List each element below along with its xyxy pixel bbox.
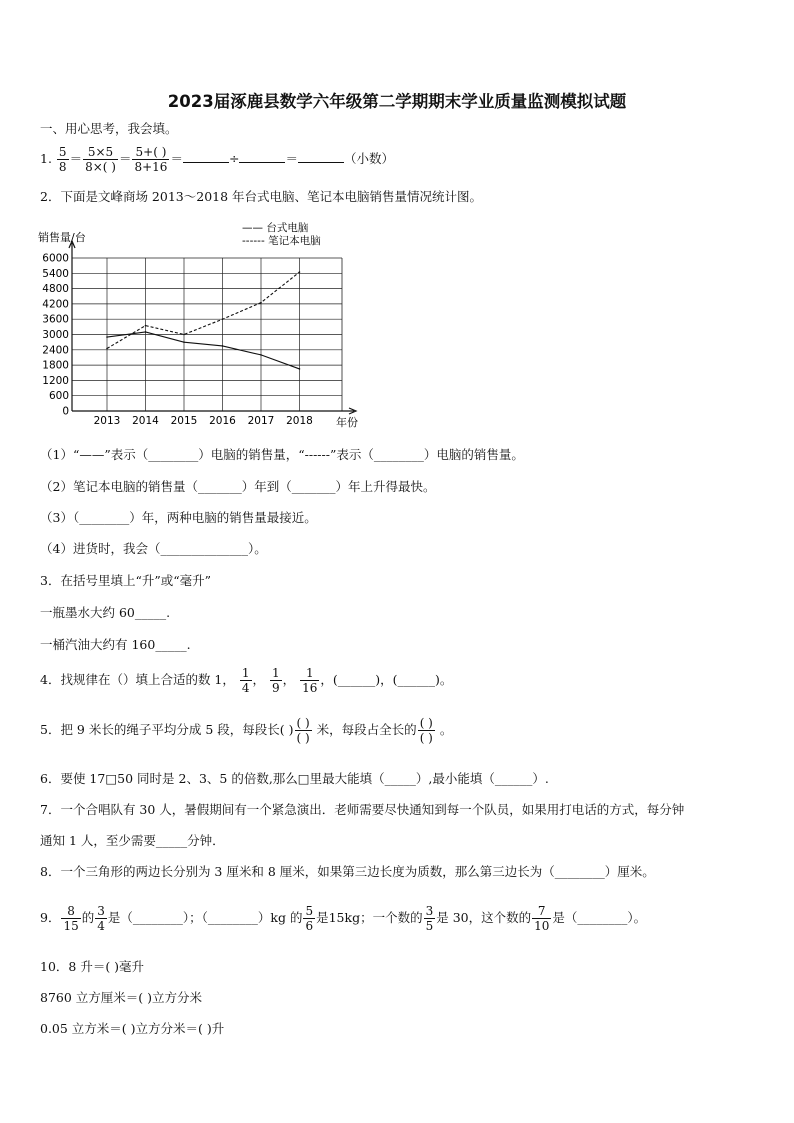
y-tick-label: 5400 xyxy=(42,267,69,280)
fraction: $\frac{5\times 5}{8\times( )}$ xyxy=(85,145,116,174)
question-4: 4．找规律在（）填上合适的数 1， $\frac{1}{4}$ ， $\frac{1}{9}$ ， $\frac{1}{16}$ ，(______)，(______)。 xyxy=(40,666,453,695)
section-heading: 一、用心思考，我会填。 xyxy=(40,121,178,136)
y-tick-label: 1200 xyxy=(42,374,69,387)
question-2-part-2: （2）笔记本电脑的销售量（_______）年到（_______）年上升得最快。 xyxy=(40,479,436,494)
question-7: 7．一个合唱队有 30 人，暑假期间有一个紧急演出．老师需要尽快通知到每一个队员，如果用打电话的方式，每分钟 xyxy=(40,802,685,817)
answer-blank[interactable] xyxy=(239,150,285,163)
x-tick-label: 2018 xyxy=(286,415,313,427)
data-point xyxy=(260,302,262,304)
x-axis-label: 年份 xyxy=(336,416,358,429)
question-2-part-4: （4）进货时，我会（______________）。 xyxy=(40,541,267,556)
legend-entry: —— 台式电脑 xyxy=(242,222,309,234)
series-line-desktop xyxy=(107,332,300,369)
question-2: 2．下面是文峰商场 2013～2018 年台式电脑、笔记本电脑销售量情况统计图。 xyxy=(40,189,483,204)
data-point xyxy=(260,354,262,356)
answer-blank[interactable] xyxy=(298,150,344,163)
fraction: $\frac{1}{16}$ xyxy=(302,666,318,695)
fraction: $\frac{8}{15}$ xyxy=(63,904,79,933)
y-tick-label: 6000 xyxy=(42,252,69,265)
question-7-cont: 通知 1 人，至少需要_____分钟． xyxy=(40,833,225,848)
question-number: 1. xyxy=(40,151,52,166)
fraction[interactable]: $\frac{( )}{( )}$ xyxy=(419,716,433,745)
y-tick-label: 3000 xyxy=(42,329,69,341)
data-point xyxy=(299,271,301,273)
question-2-part-3: （3）（________）年，两种电脑的销售量最接近。 xyxy=(40,510,317,525)
x-tick-label: 2017 xyxy=(247,415,275,427)
data-point xyxy=(183,341,185,343)
data-point xyxy=(183,334,185,336)
data-point xyxy=(222,318,224,320)
data-point xyxy=(145,331,147,333)
data-point xyxy=(106,336,108,338)
chart-legend xyxy=(242,221,321,247)
question-2-part-1: （1）“——”表示（________）电脑的销售量，“------”表示（________）电脑的销售量。 xyxy=(40,447,524,462)
series-line-laptop xyxy=(107,272,300,349)
x-tick-label: 2016 xyxy=(209,415,236,427)
data-point xyxy=(222,345,224,347)
question-1: 1. $\frac{5}{8}$ ＝ $\frac{5\times 5}{8\times( )}$ ＝ $\frac{5+( )}{8+16}$ ＝ ÷ ＝ （小数） xyxy=(40,145,394,174)
question-3-b: 一桶汽油大约有 160_____. xyxy=(40,637,191,652)
question-3-a: 一瓶墨水大约 60_____. xyxy=(40,605,171,620)
fraction: $\frac{5+( )}{8+16}$ xyxy=(134,145,168,174)
y-tick-label: 0 xyxy=(62,405,69,418)
data-point xyxy=(145,325,147,327)
chart-grid xyxy=(72,258,342,411)
fraction[interactable]: $\frac{( )}{( )}$ xyxy=(296,716,310,745)
question-8: 8．一个三角形的两边长分别为 3 厘米和 8 厘米，如果第三边长度为质数，那么第三边长为（________）厘米。 xyxy=(40,864,655,879)
data-point xyxy=(106,348,108,350)
x-tick-label: 2014 xyxy=(132,415,159,427)
fraction: $\frac{7}{10}$ xyxy=(534,904,550,933)
legend-entry: ------ 笔记本电脑 xyxy=(242,235,321,247)
fraction: $\frac{5}{8}$ xyxy=(58,145,67,174)
fraction: $\frac{3}{4}$ xyxy=(97,904,105,933)
question-9: 9． $\frac{8}{15}$ 的 $\frac{3}{4}$ 是（________）；（________）kg 的 $\frac{5}{6}$ 是15kg；一个数的 $\frac{3}{5}$ 是 30，这个数的 $\frac{7}{10}$ 是（________）。 xyxy=(40,904,647,933)
y-tick-label: 600 xyxy=(48,390,69,403)
question-5: 5．把 9 米长的绳子平均分成 5 段，每段长( ) $\frac{( )}{( )}$ 米，每段占全长的 $\frac{( )}{( )}$ 。 xyxy=(40,716,453,745)
y-tick-label: 3600 xyxy=(42,313,69,326)
sales-line-chart xyxy=(30,215,370,430)
page-title: 2023届涿鹿县数学六年级第二学期期末学业质量监测模拟试题 xyxy=(167,92,627,111)
question-3: 3．在括号里填上“升”或“毫升” xyxy=(40,573,212,588)
x-tick-label: 2015 xyxy=(170,415,198,427)
question-10-c: 0.05 立方米＝( )立方分米＝( )升 xyxy=(40,1021,225,1036)
y-tick-label: 2400 xyxy=(42,344,69,357)
fraction: $\frac{5}{6}$ xyxy=(305,904,314,933)
question-10-a: 10．8 升＝( )毫升 xyxy=(40,959,145,974)
fraction: $\frac{1}{4}$ xyxy=(241,666,250,695)
y-tick-label: 1800 xyxy=(42,359,69,372)
x-tick-label: 2013 xyxy=(93,415,121,427)
answer-blank[interactable] xyxy=(183,150,229,163)
chart-series xyxy=(106,271,300,370)
y-axis-label: 销售量/台 xyxy=(38,231,86,244)
fraction: $\frac{3}{5}$ xyxy=(425,904,434,933)
y-tick-label: 4200 xyxy=(42,298,69,311)
fraction: $\frac{1}{9}$ xyxy=(272,666,280,695)
question-6: 6．要使 17□50 同时是 2、3、5 的倍数,那么□里最大能填（_____）,最小能填（______）. xyxy=(40,771,549,786)
y-tick-label: 4800 xyxy=(42,283,69,296)
chart-axes xyxy=(69,241,356,414)
question-10-b: 8760 立方厘米＝( )立方分米 xyxy=(40,990,203,1005)
data-point xyxy=(299,368,301,370)
chart-ticks xyxy=(42,253,313,428)
